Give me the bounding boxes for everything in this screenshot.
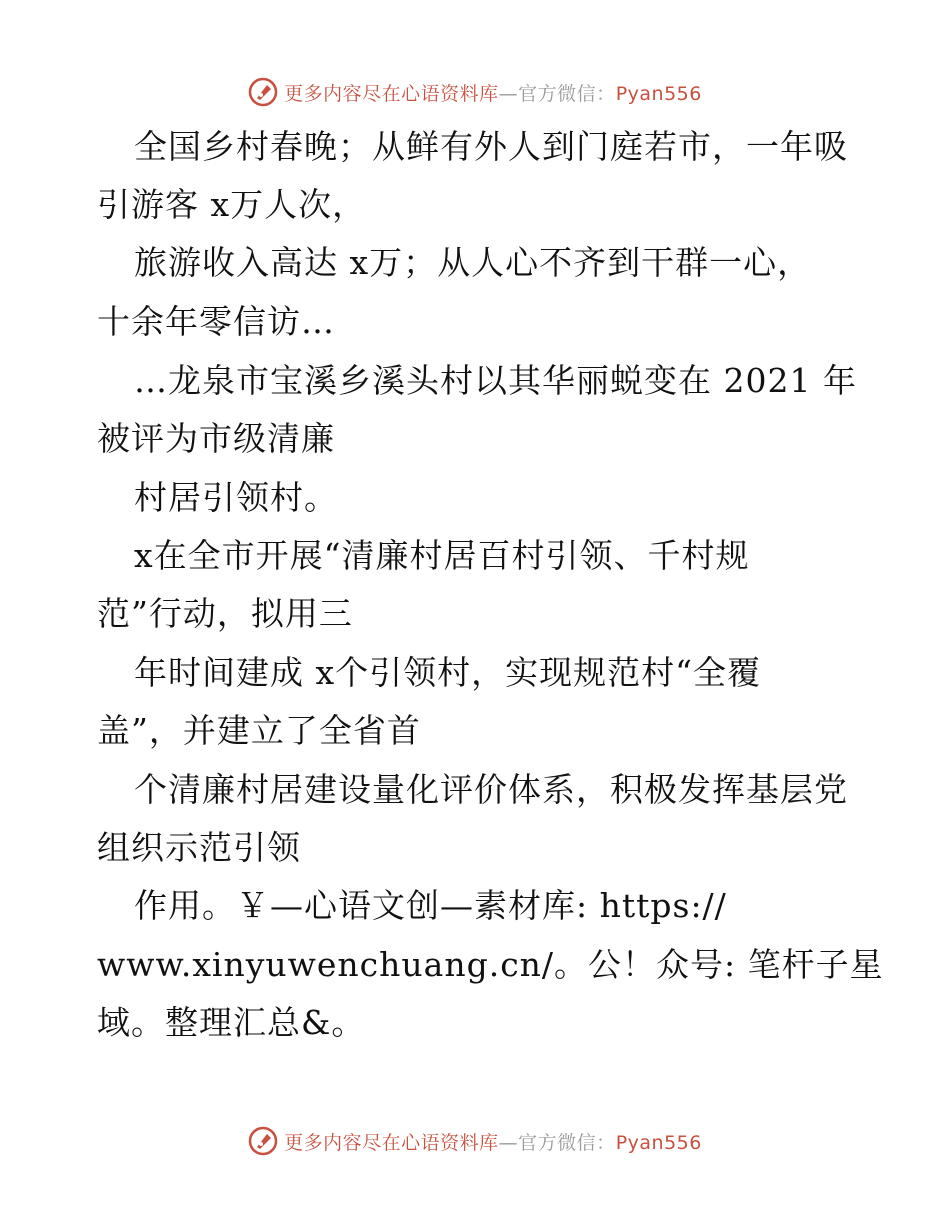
footer-banner [0, 1121, 950, 1161]
body-line: 域。整理汇总&。 [97, 1003, 366, 1042]
body-line: 作用。￥—心语文创—素材库: https:// [134, 886, 727, 925]
header-banner-wechat-label: 官方微信： [518, 82, 616, 105]
header-banner-wechat-id: Pyan556 [615, 82, 702, 105]
footer-banner-wechat-id: Pyan556 [615, 1131, 702, 1154]
body-line: 范”行动，拟用三 [97, 594, 353, 633]
header-banner-main: 更多内容尽在心语资料库 [284, 82, 499, 105]
footer-banner-dash: — [498, 1131, 519, 1154]
body-line: 引游客 x万人次， [97, 185, 367, 224]
header-banner-dash: — [498, 82, 519, 105]
footer-banner-main: 更多内容尽在心语资料库 [284, 1131, 499, 1154]
body-line: 个清廉村居建设量化评价体系，积极发挥基层党 [134, 770, 848, 809]
body-line: 年时间建成 x个引领村，实现规范村“全覆 [134, 653, 761, 692]
body-line: 十余年零信访… [97, 302, 335, 341]
body-line: x在全市开展“清廉村居百村引领、千村规 [134, 536, 750, 575]
body-line: 盖”，并建立了全省首 [97, 711, 421, 750]
footer-banner-wechat-label: 官方微信： [518, 1131, 616, 1154]
body-line: 村居引领村。 [134, 478, 338, 517]
body-line: 组织示范引领 [97, 828, 301, 867]
body-line: …龙泉市宝溪乡溪头村以其华丽蜕变在 2021 年 [134, 361, 857, 400]
body-line: 全国乡村春晚；从鲜有外人到门庭若市，一年吸 [134, 127, 848, 166]
footer-banner-text [284, 1128, 702, 1155]
body-line: 被评为市级清廉 [97, 419, 335, 458]
pen-nib-logo-icon [248, 1126, 278, 1156]
body-line: 旅游收入高达 x万；从人心不齐到干群一心， [134, 243, 812, 282]
body-line: www.xinyuwenchuang.cn/。公！众号: 笔杆子星 [97, 945, 884, 984]
